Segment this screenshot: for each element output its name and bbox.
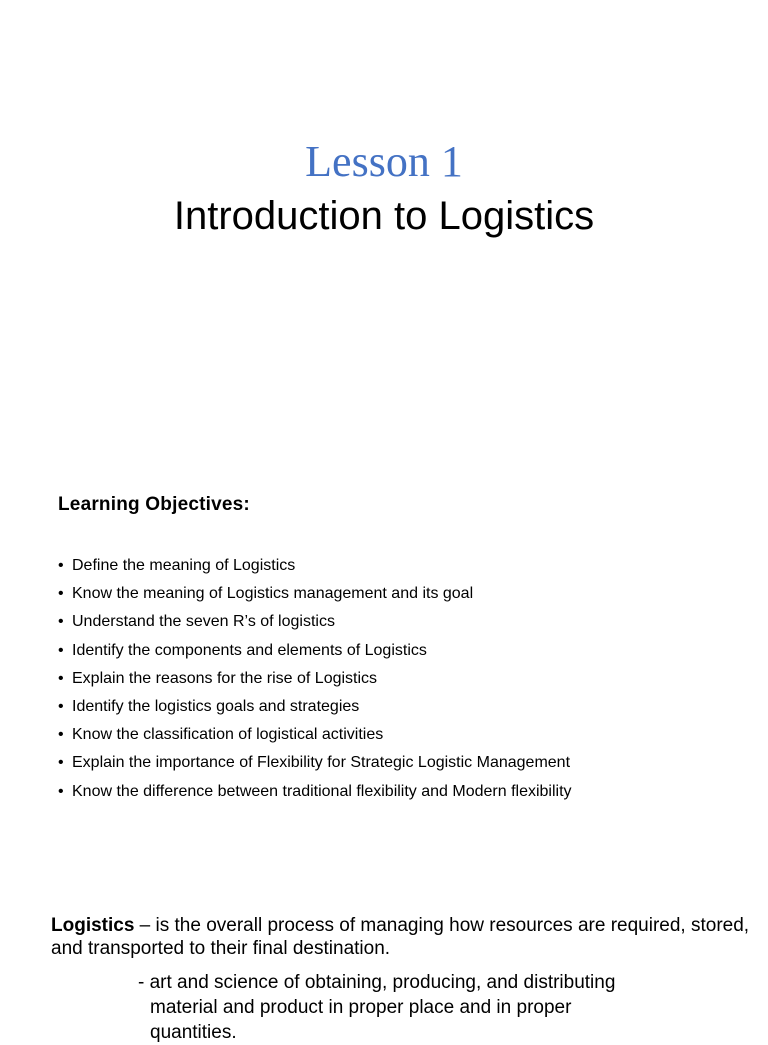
objective-text: Explain the reasons for the rise of Logistics: [72, 669, 378, 687]
bullet-icon: •: [58, 698, 64, 716]
sub-definition-line: - art and science of obtaining, producing, and distributing: [138, 972, 616, 993]
objective-text: Know the meaning of Logistics management and its goal: [72, 585, 474, 603]
objective-text: Know the classification of logistical activities: [72, 726, 384, 744]
logistics-definition: [51, 914, 751, 960]
objective-item: [58, 721, 572, 749]
objective-text: Explain the importance of Flexibility for Strategic Logistic Management: [72, 754, 571, 772]
bullet-icon: •: [58, 613, 64, 631]
bullet-icon: •: [58, 585, 64, 603]
definition-term: Logistics: [51, 915, 135, 936]
lesson-title: Introduction to Logistics: [173, 194, 595, 238]
objective-text: Identify the logistics goals and strategies: [72, 698, 360, 716]
objective-item: [58, 749, 572, 777]
objectives-heading: Learning Objectives:: [58, 494, 250, 515]
objective-item: [58, 665, 572, 693]
sub-definition-line: material and product in proper place and in proper: [150, 997, 572, 1018]
objective-text: Define the meaning of Logistics: [72, 557, 296, 574]
lesson-number: Lesson 1: [305, 137, 463, 186]
objective-text: Know the difference between traditional flexibility and Modern flexibility: [72, 782, 572, 800]
objective-item: [58, 552, 572, 580]
bullet-icon: •: [58, 726, 64, 744]
objective-item: [58, 608, 572, 636]
definition-text: – is the overall process of managing how resources are required, stored, and transported to their final destination.: [51, 915, 750, 959]
objective-item: [58, 693, 572, 721]
bullet-icon: •: [58, 754, 64, 772]
bullet-icon: •: [58, 782, 64, 800]
objective-text: Identify the components and elements of Logistics: [72, 641, 427, 659]
objectives-list: [58, 552, 572, 806]
objective-item: [58, 637, 572, 665]
bullet-icon: •: [58, 669, 64, 687]
logistics-sub-definition: [138, 970, 738, 1045]
objective-text: Understand the seven R’s of logistics: [72, 613, 335, 631]
objective-item: [58, 580, 572, 608]
bullet-icon: •: [58, 641, 64, 659]
sub-definition-line: quantities.: [150, 1022, 237, 1043]
bullet-icon: •: [58, 557, 64, 574]
objective-item: [58, 778, 572, 806]
